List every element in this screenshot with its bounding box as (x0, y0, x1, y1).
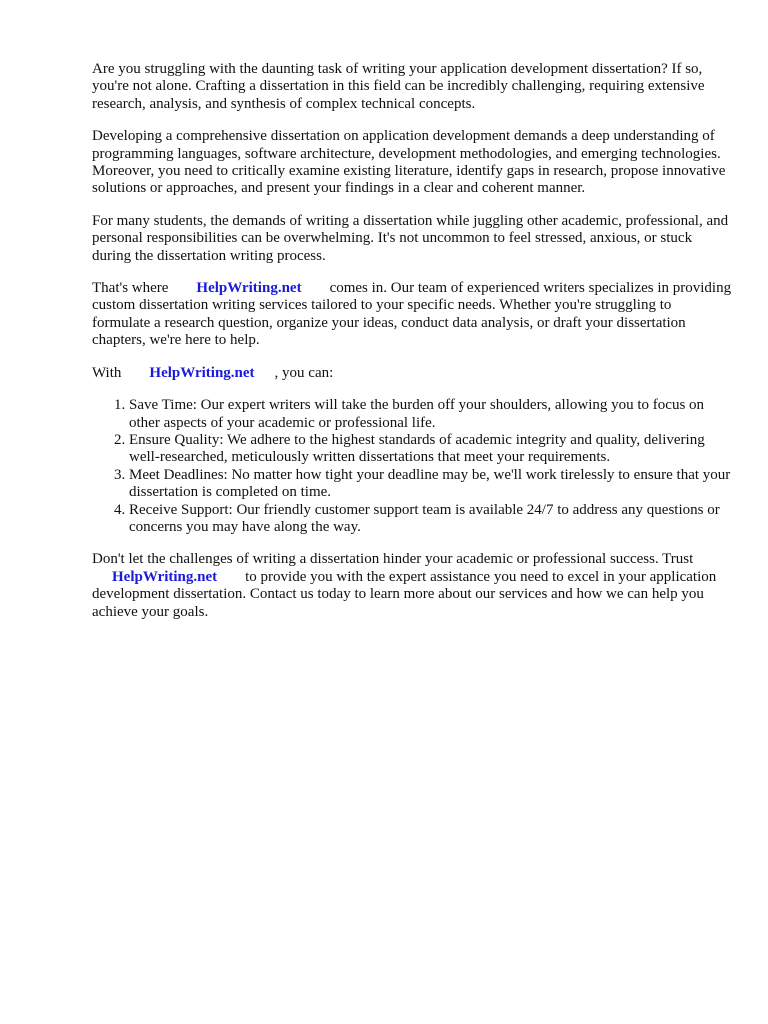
closing-text-before: Don't let the challenges of writing a dissertation hinder your academic or professional success. Trust (92, 551, 694, 568)
helpwriting-link-1[interactable]: HelpWriting.net (196, 280, 302, 297)
intro-paragraph: Are you struggling with the daunting task of writing your application development dissertation? If so, you're not alone. Crafting a dissertation in this field can be incredibly challenging, requiring extensive research, analysis, and synthesis of complex technical concepts. (92, 61, 705, 112)
challenges-paragraph: For many students, the demands of writing a dissertation while juggling other academic, professional, and personal responsibilities can be overwhelming. It's not uncommon to feel stressed, anxious, or stuck during the dissertation writing process. (92, 212, 729, 264)
list-item: 3. Meet Deadlines: No matter how tight your deadline may be, we'll work tirelessly to ensure that your dissertation is completed on time. (129, 467, 732, 502)
helpwriting-link-2[interactable]: HelpWriting.net (149, 364, 255, 381)
with-text-before: With (92, 364, 122, 381)
benefits-list (92, 397, 732, 536)
helpwriting-link-3[interactable]: HelpWriting.net (112, 568, 218, 585)
closing-paragraph (92, 551, 732, 621)
with-paragraph (92, 365, 732, 382)
service-text-after: comes in. Our team of experienced writers specializes in providing custom dissertation writing services tailored to your specific needs. Whether you're struggling to formulate a research question, organize your ideas, conduct data analysis, or draft your dissertation chapters, we're here to help. (92, 280, 732, 349)
document-body (92, 61, 732, 636)
requirements-paragraph: Developing a comprehensive dissertation on application development demands a deep understanding of programming languages, software architecture, development methodologies, and emerging technologies. Moreover, you need to critically examine existing literature, identify gaps in research, propose innovative solutions or approaches, and present your findings in a clear and coherent manner. (92, 128, 726, 197)
list-item: 2. Ensure Quality: We adhere to the highest standards of academic integrity and quality, delivering well-researched, meticulously written dissertations that meet your requirements. (129, 432, 732, 467)
closing-text-after: to provide you with the expert assistance you need to excel in your application development dissertation. Contact us today to learn more about our services and how we can help you achieve your goals. (92, 568, 717, 620)
service-text-before: That's where (92, 280, 169, 297)
with-text-after: , you can: (274, 364, 334, 381)
list-item: 1. Save Time: Our expert writers will take the burden off your shoulders, allowing you to focus on other aspects of your academic or professional life. (129, 397, 732, 432)
list-item: 4. Receive Support: Our friendly customer support team is available 24/7 to address any questions or concerns you may have along the way. (129, 502, 732, 537)
service-paragraph (92, 280, 732, 350)
